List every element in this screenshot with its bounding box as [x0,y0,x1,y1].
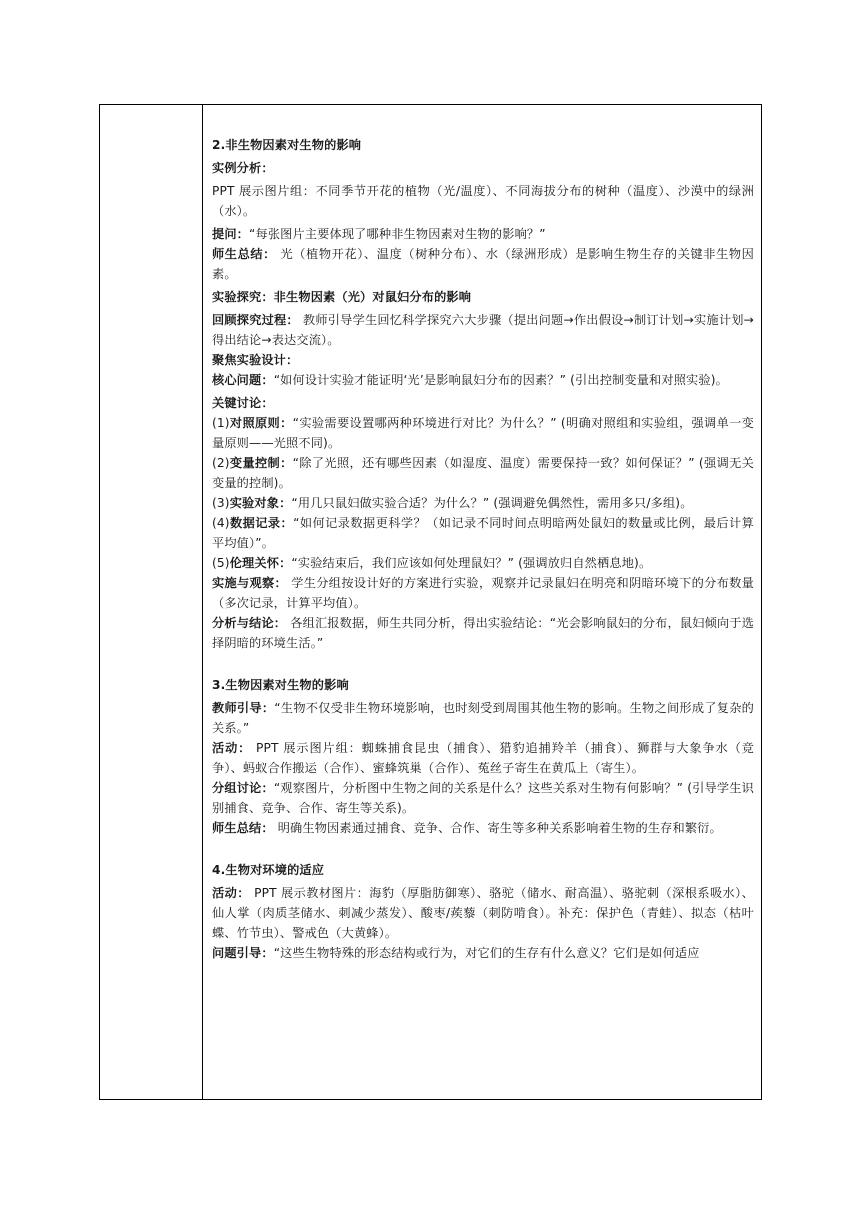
summary-paragraph [212,818,754,838]
summary-text: 光（植物开花）、温度（树种分布）、水（绿洲形成）是影响生物生存的关键非生物因素。 [212,247,755,281]
item-label: 伦理关怀： [229,556,292,570]
discussion-item [212,493,754,513]
section-2-heading: 2.非生物因素对生物的影响 [212,138,362,152]
item-text: “实验需要设置哪两种环境进行对比？为什么？” (明确对照组和实验组，强调单一变量原则——光照不同)。 [212,416,755,450]
summary-paragraph [212,244,754,284]
section-3-heading: 3.生物因素对生物的影响 [212,678,349,692]
item-number: (1) [212,416,230,430]
analysis-text: 各组汇报数据，师生共同分析，得出实验结论：“光会影响鼠妇的分布，鼠妇倾向于选择阴暗的环境生活。” [212,616,754,650]
summary-label: 师生总结： [212,821,274,835]
observe-label: 实施与观察： [212,576,288,590]
question-guide-label: 问题引导： [212,946,274,960]
item-text: “除了光照，还有哪些因素（如湿度、温度）需要保持一致？如何保证？” (强调无关变量的控制)。 [212,456,755,490]
lesson-table [99,104,762,1100]
summary-text: 明确生物因素通过捕食、竞争、合作、寄生等多种关系影响着生物的生存和繁衍。 [273,821,722,835]
activity-paragraph [212,738,754,778]
experiment-heading: 实验探究：非生物因素（光）对鼠妇分布的影响 [212,290,472,304]
lesson-content-cell [212,105,754,963]
item-number: (2) [212,456,230,470]
discussion-item [212,413,754,453]
question-paragraph [212,224,754,244]
review-paragraph [212,310,754,350]
activity-paragraph [212,883,754,943]
item-label: 变量控制： [229,456,293,470]
ppt-display-text: PPT 展示图片组：不同季节开花的植物（光/温度）、不同海拔分布的树种（温度）、沙漠中的绿洲（水）。 [212,184,754,218]
section-4-heading: 4.生物对环境的适应 [212,863,325,877]
item-text: “如何记录数据更科学？（如记录不同时间点明暗两处鼠妇的数量或比例，最后计算平均值）”。 [212,516,754,550]
activity-text: PPT 展示图片组：蜘蛛捕食昆虫（捕食）、猎豹追捕羚羊（捕食）、狮群与大象争水（竞争）、蚂蚁合作搬运（合作）、蜜蜂筑巢（合作）、菟丝子寄生在黄瓜上（寄生）。 [212,741,754,775]
item-number: (5) [212,556,230,570]
teacher-guide-text: “生物不仅受非生物环境影响，也时刻受到周围其他生物的影响。生物之间形成了复杂的关系。” [212,701,755,735]
discussion-item [212,453,754,493]
discussion-item [212,553,754,573]
group-discussion-text: “观察图片，分析图中生物之间的关系是什么？这些关系对生物有何影响？” (引导学生识别捕食、竞争、合作、寄生等关系)。 [212,781,755,815]
teacher-guide-paragraph [212,698,754,738]
question-label: 提问： [212,227,250,241]
item-label: 对照原则： [229,416,293,430]
review-text: 教师引导学生回忆科学探究六大步骤（提出问题→作出假设→制订计划→实施计划→得出结论→表达交流）。 [212,313,754,347]
summary-label: 师生总结： [212,247,276,261]
key-discussion-label: 关键讨论： [212,396,274,410]
case-analysis-label: 实例分析： [212,161,274,175]
item-text: “用几只鼠妇做实验合适？为什么？” (强调避免偶然性，需用多只/多组)。 [291,496,693,510]
activity-label: 活动： [212,886,250,900]
review-label: 回顾探究过程： [212,313,299,327]
teacher-guide-label: 教师引导： [212,701,275,715]
analysis-paragraph [212,613,754,653]
item-number: (3) [212,496,230,510]
observe-text: 学生分组按设计好的方案进行实验，观察并记录鼠妇在明亮和阴暗环境下的分布数量（多次记录，计算平均值）。 [212,576,755,610]
item-text: “实验结束后，我们应该如何处理鼠妇？” (强调放归自然栖息地)。 [291,556,652,570]
core-question-paragraph [212,370,754,390]
group-discussion-paragraph [212,778,754,818]
focus-design-label: 聚焦实验设计： [212,353,299,367]
analysis-label: 分析与结论： [212,616,287,630]
group-discussion-label: 分组讨论： [212,781,274,795]
core-question-label: 核心问题： [212,373,274,387]
question-guide-paragraph [212,943,754,963]
question-guide-text: “这些生物特殊的形态结构或行为，对它们的生存有什么意义？它们是如何适应 [273,946,700,960]
core-question-text: “如何设计实验才能证明‘光’是影响鼠妇分布的因素？” (引出控制变量和对照实验)。 [273,373,728,387]
question-text: “每张图片主要体现了哪种非生物因素对生物的影响？” [249,227,546,241]
discussion-item [212,513,754,553]
item-label: 实验对象： [229,496,292,510]
activity-text: PPT 展示教材图片：海豹（厚脂肪御寒）、骆驼（储水、耐高温）、骆驼刺（深根系吸水）、仙人掌（肉质茎储水、刺减少蒸发）、酸枣/蒺藜（刺防啃食）。补充：保护色（青蛙）、拟态（枯叶蝶、竹节虫）、警戒色（大黄蜂）。 [212,886,754,940]
activity-label: 活动： [212,741,252,755]
item-label: 数据记录： [229,516,294,530]
observe-paragraph [212,573,754,613]
item-number: (4) [212,516,230,530]
column-divider [202,105,203,1099]
